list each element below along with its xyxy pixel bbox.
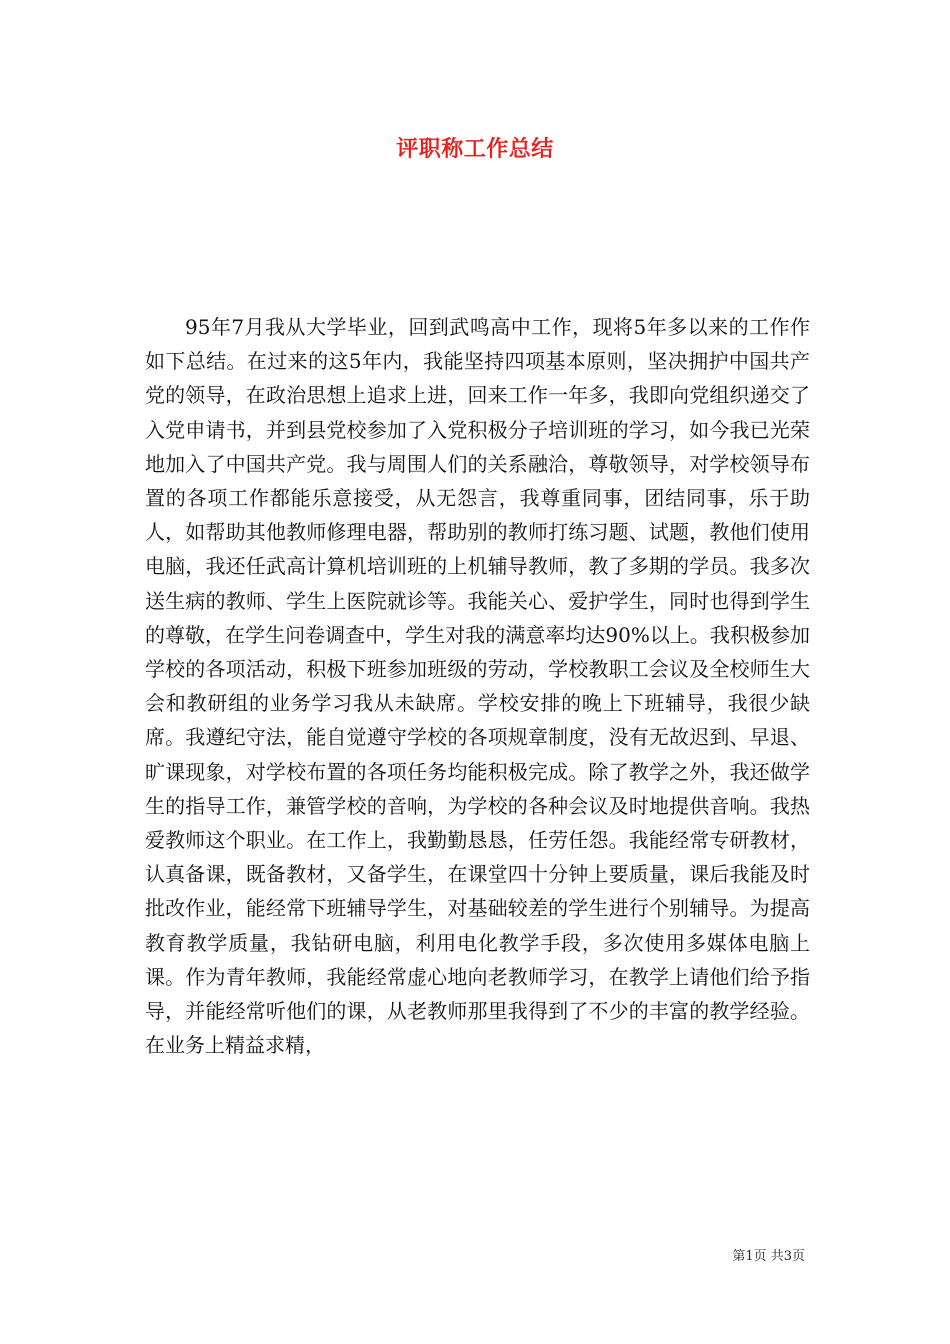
document-title: 评职称工作总结 (396, 136, 554, 162)
page-number: 第1页 共3页 (732, 1249, 805, 1264)
body-paragraph: 95年7月我从大学毕业，回到武鸣高中工作，现将5年多以来的工作作如下总结。在过来的这5年内，我能坚持四项基本原则，坚决拥护中国共产党的领导，在政治思想上追求上进，回来工作一年多，我即向党组织递交了入党申请书，并到县党校参加了入党积极分子培训班的学习，如今我已光荣地加入了中国共产党。我与周围人们的关系融洽，尊敬领导，对学校领导布置的各项工作都能乐意接受，从无怨言，我尊重同事，团结同事，乐于助人，如帮助其他教师修理电器，帮助别的教师打练习题、试题，教他们使用电脑，我还任武高计算机培训班的上机辅导教师，教了多期的学员。我多次送生病的教师、学生上医院就诊等。我能关心、爱护学生，同时也得到学生的尊敬，在学生问卷调查中，学生对我的满意率均达90%以上。我积极参加学校的各项活动，积极下班参加班级的劳动，学校教职工会议及全校师生大会和教研组的业务学习我从未缺席。学校安排的晚上下班辅导，我很少缺席。我遵纪守法，能自觉遵守学校的各项规章制度，没有无故迟到、早退、旷课现象，对学校布置的各项任务均能积极完成。除了教学之外，我还做学生的指导工作，兼管学校的音响，为学校的各种会议及时地提供音响。我热爱教师这个职业。在工作上，我勤勤恳恳，任劳任怨。我能经常专研教材，认真备课，既备教材，又备学生，在课堂四十分钟上要质量，课后我能及时批改作业，能经常下班辅导学生，对基础较差的学生进行个别辅导。为提高教育教学质量，我钻研电脑，利用电化教学手段，多次使用多媒体电脑上课。作为青年教师，我能经常虚心地向老教师学习，在教学上请他们给予指导，并能经常听他们的课，从老教师那里我得到了不少的丰富的教学经验。在业务上精益求精， (145, 315, 810, 1058)
